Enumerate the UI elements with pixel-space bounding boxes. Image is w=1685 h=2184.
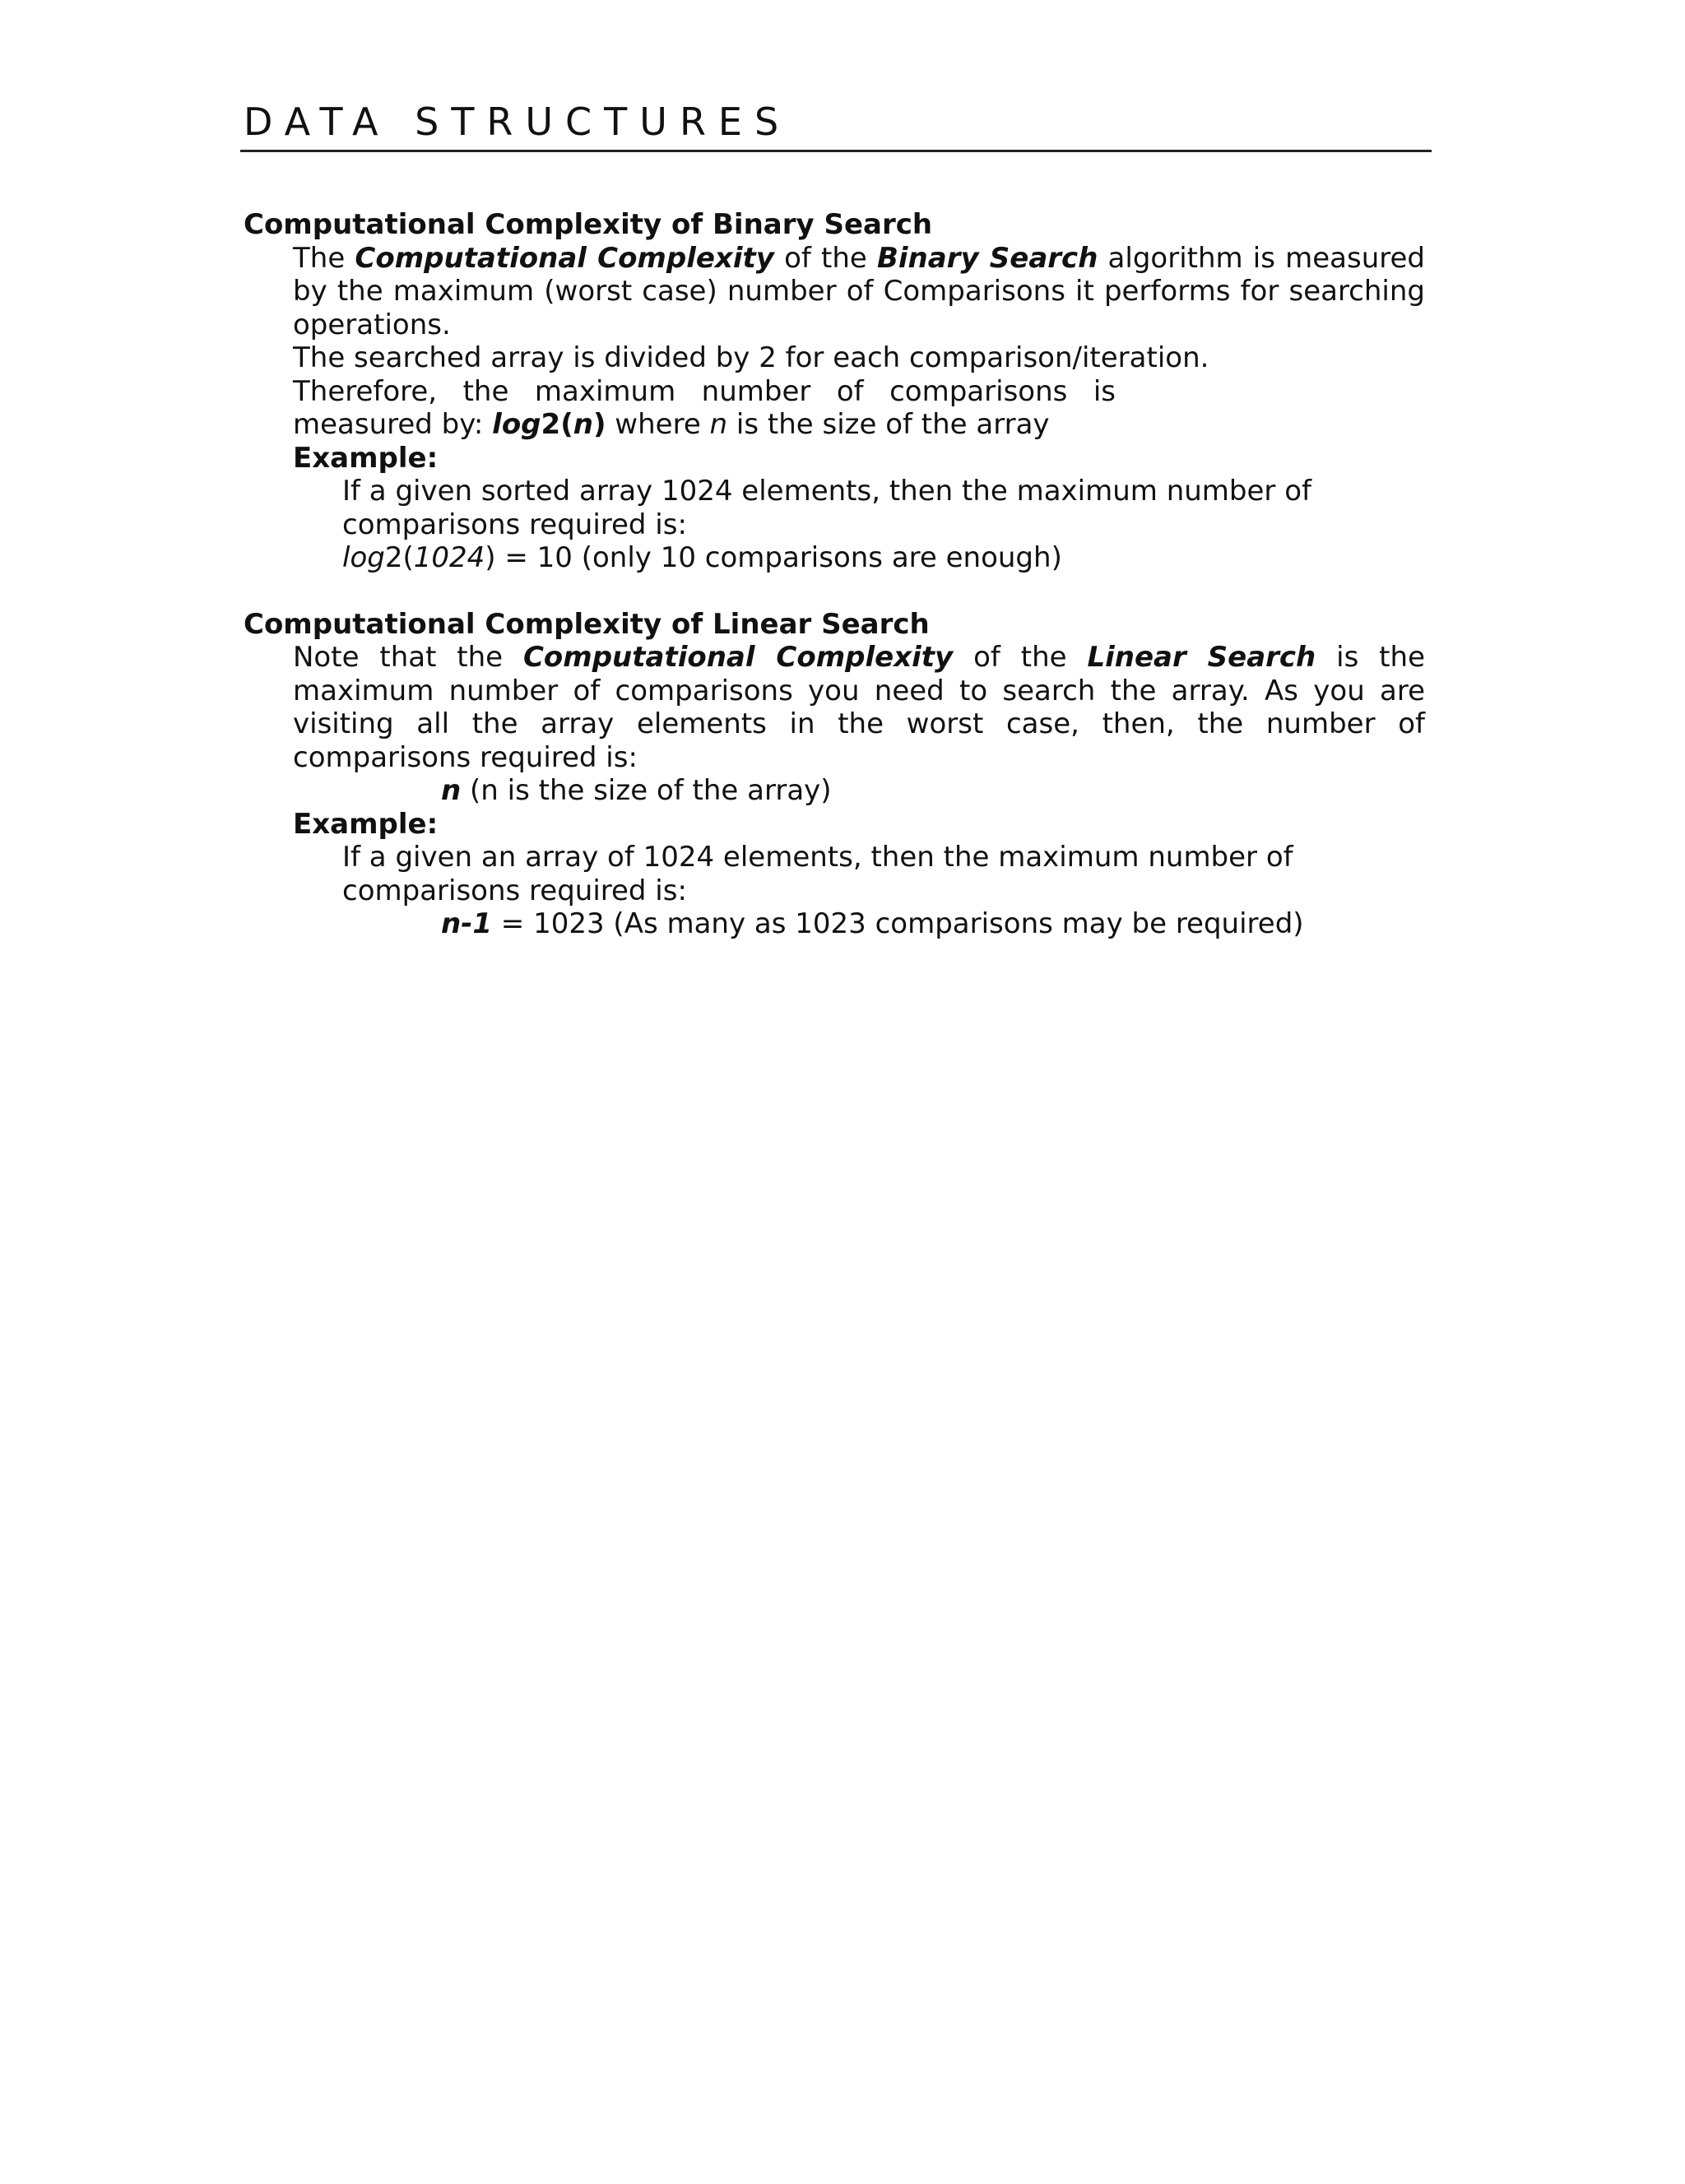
- linear-formula-n: n: [441, 774, 462, 807]
- binary-ex-2open: 2(: [384, 541, 414, 574]
- section-gap: [244, 575, 1425, 608]
- binary-section-title: Computational Complexity of Binary Search: [244, 208, 933, 241]
- binary-p3-formula-close: ): [592, 408, 606, 441]
- linear-formula-line: [244, 774, 1425, 808]
- linear-section-title: Computational Complexity of Linear Search: [244, 607, 930, 641]
- binary-example-line-1: If a given sorted array 1024 elements, then the maximum number of: [342, 475, 1311, 508]
- binary-p1-of-the: of the: [773, 241, 877, 275]
- binary-paragraph-2: The searched array is divided by 2 for each comparison/iteration.: [293, 341, 1209, 374]
- binary-example-formula: [244, 541, 1425, 575]
- linear-example-formula: [244, 907, 1425, 941]
- linear-ex-rest: = 1023 (As many as 1023 comparisons may be required): [491, 907, 1304, 940]
- page-header: [240, 97, 1432, 152]
- linear-formula-desc: (n is the size of the array): [461, 774, 832, 807]
- binary-paragraph-1: [244, 242, 1425, 342]
- linear-p1-rest: is the maximum number of comparisons you need to search the array. As you are visiting all the array elements in the worst case, then, the number of comparisons required is:: [293, 641, 1425, 774]
- linear-p1-term-linear-search: Linear Search: [1087, 641, 1316, 674]
- binary-p3-tail: is the size of the array: [727, 408, 1050, 441]
- binary-p3-where: where: [606, 408, 710, 441]
- header-title: DATA STRUCTURES: [244, 100, 791, 144]
- linear-paragraph-1: [244, 641, 1425, 774]
- binary-p3-formula-2open: 2(: [541, 408, 573, 441]
- linear-ex-n-minus-1: n-1: [441, 907, 492, 940]
- binary-ex-log: log: [342, 541, 385, 574]
- binary-p3-formula-log: log: [492, 408, 541, 441]
- binary-p1-term-binary-search: Binary Search: [876, 241, 1098, 275]
- linear-example-label: Example:: [293, 807, 439, 841]
- binary-p3-lead: Therefore, the maximum number of comparisons is measured by:: [293, 374, 1116, 441]
- binary-p1-term-computational-complexity: Computational Complexity: [355, 241, 774, 275]
- document-body: [244, 208, 1425, 941]
- binary-paragraph-3: [244, 375, 1116, 442]
- linear-example-line-1: If a given an array of 1024 elements, then the maximum number of: [342, 841, 1293, 874]
- linear-p1-term-computational-complexity: Computational Complexity: [522, 641, 954, 674]
- binary-p1-the: The: [293, 241, 355, 275]
- binary-p3-formula-n: n: [573, 408, 593, 441]
- binary-p1-rest: algorithm is measured by the maximum (worst case) number of Comparisons it performs for searching operations.: [293, 241, 1425, 341]
- binary-ex-1024: 1024: [413, 541, 485, 574]
- linear-example-line-2: comparisons required is:: [342, 874, 687, 907]
- binary-example-label: Example:: [293, 441, 439, 475]
- linear-p1-note: Note that the: [293, 641, 523, 674]
- binary-ex-rest: ) = 10 (only 10 comparisons are enough): [485, 541, 1062, 574]
- binary-example-line-2: comparisons required is:: [342, 508, 687, 541]
- binary-p3-n: n: [709, 408, 728, 441]
- linear-p1-of-the: of the: [953, 641, 1088, 674]
